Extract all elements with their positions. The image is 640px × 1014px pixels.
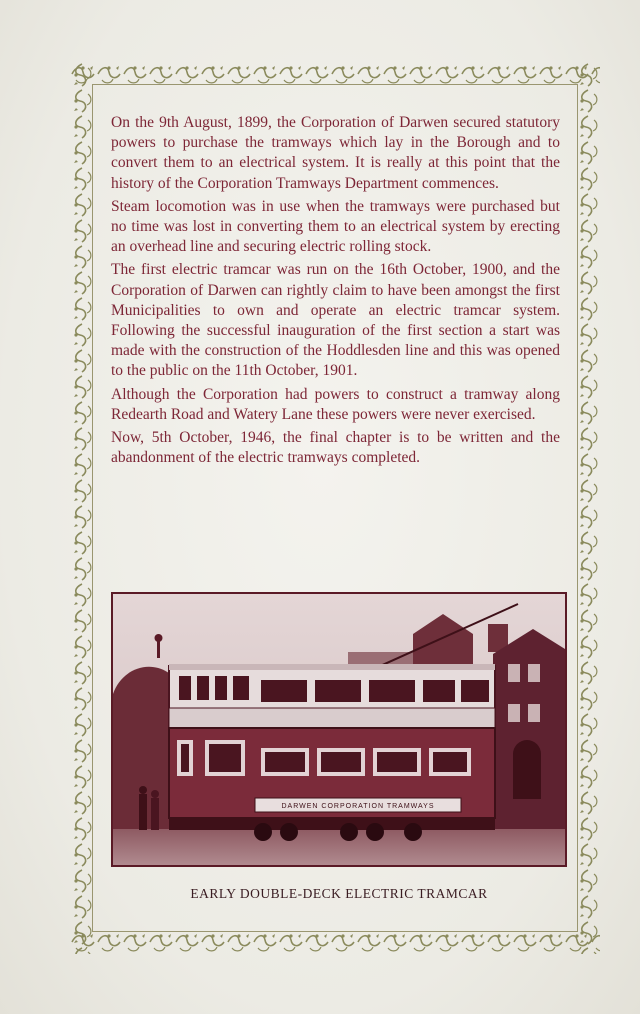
paragraph-3: The first electric tramcar was run on the 16th October, 1900, and the Corporation of Darwen can rightly claim to have been amongst the first Municipalities to own and operate an electric tramcar system. Following the successful inauguration of the first section a start was made with the construction of the Hoddlesden line and this was opened to the public on the 11th October, 1901. — [111, 261, 560, 380]
ornament-bottom-icon — [70, 930, 600, 954]
tramcar-photo — [111, 592, 567, 867]
paragraph-5: Now, 5th October, 1946, the final chapter is to be written and the abandonment of the electric tramways completed. — [111, 429, 560, 467]
photo-caption: EARLY DOUBLE-DECK ELECTRIC TRAMCAR — [190, 886, 488, 901]
tram-side-sign: DARWEN CORPORATION TRAMWAYS — [281, 803, 435, 810]
border-right — [576, 62, 600, 954]
paragraph-1: On the 9th August, 1899, the Corporation of Darwen secured statutory powers to purchase the tramways which lay in the Borough and to convert them to an electrical system. It is really at this point that the history of the Corporation Tramways Department commences. — [111, 114, 560, 192]
paragraph-4: Although the Corporation had powers to construct a tramway along Redearth Road and Watery Lane these powers were never exercised. — [111, 385, 560, 423]
border-left — [70, 62, 94, 954]
border-bottom — [70, 930, 600, 954]
paragraph-2: Steam locomotion was in use when the tramways were purchased but no time was lost in converting them to an electrical system by erecting an overhead line and securing electric rolling stock. — [111, 197, 560, 256]
tramcar-image — [113, 594, 565, 865]
ornament-top-icon — [70, 62, 600, 86]
border-top — [70, 62, 600, 86]
ornament-left-icon — [70, 62, 94, 954]
history-text — [111, 113, 560, 471]
ornament-right-icon — [576, 62, 600, 954]
